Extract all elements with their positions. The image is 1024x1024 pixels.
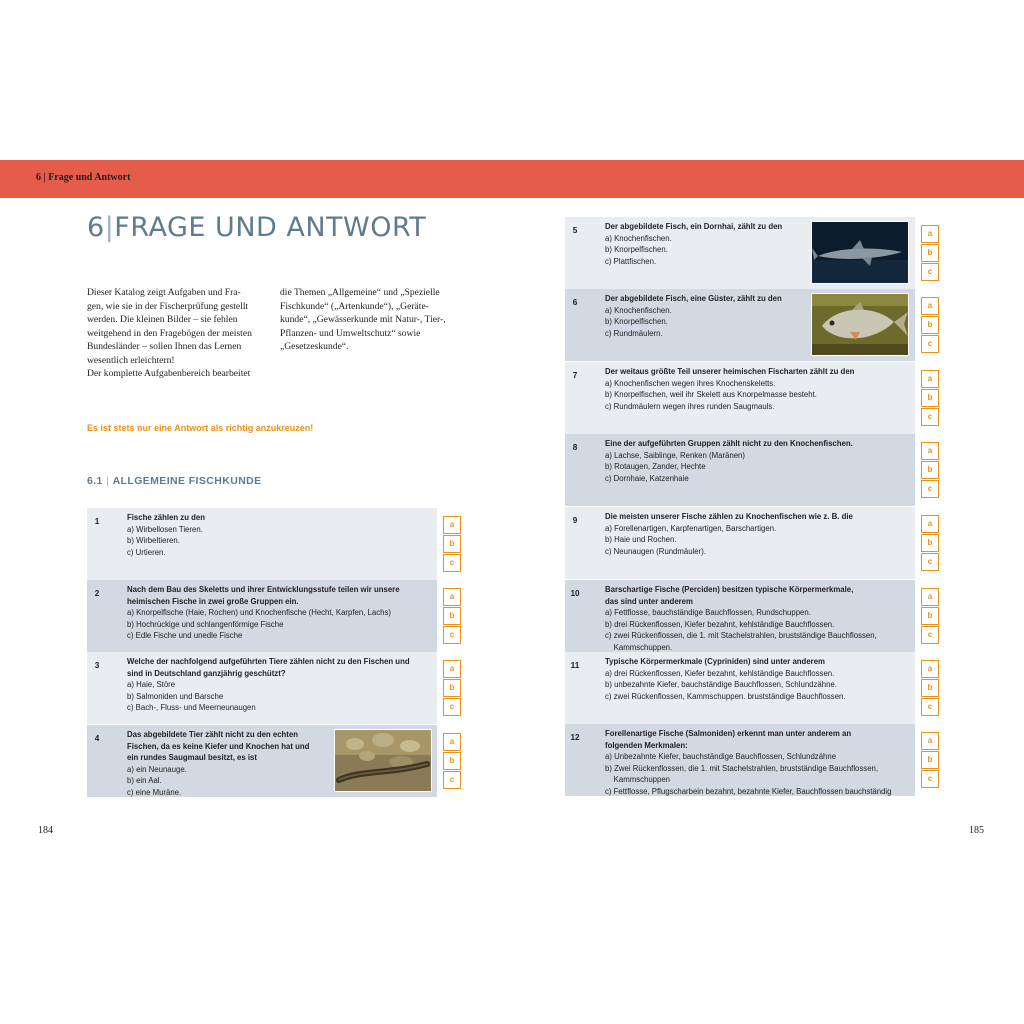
answer-option: b) ein Aal.	[127, 776, 162, 785]
chapter-header-band	[0, 160, 1024, 198]
answer-option: a) Forellenartigen, Karpfenartigen, Barschartigen.	[605, 523, 777, 533]
answer-checkbox-a[interactable]: a	[921, 370, 939, 388]
answer-option: a) Lachse, Saiblinge, Renken (Maränen)	[605, 450, 745, 460]
answer-option: c) zwei Rückenflossen, die 1. mit Stachelstrahlen, brustständige Bauchflossen,	[605, 631, 877, 640]
answer-checkbox-b[interactable]: b	[921, 461, 939, 479]
question-line: Typische Körpermerkmale (Cypriniden) sind unter anderem	[605, 657, 825, 666]
page-number-left: 184	[38, 825, 53, 836]
question-text-block	[605, 366, 925, 412]
answer-checkbox-a[interactable]: a	[443, 588, 461, 606]
answer-checkbox-c[interactable]: c	[921, 770, 939, 788]
question-line: das sind unter anderem	[605, 596, 693, 606]
answer-checkbox-c[interactable]: c	[921, 480, 939, 498]
bream-image	[812, 294, 909, 356]
question-card	[565, 434, 915, 506]
intro-line: weitgehend in den Fragebögen der meisten	[87, 327, 252, 339]
answer-checkbox-c[interactable]: c	[443, 626, 461, 644]
answer-checkbox-b[interactable]: b	[921, 389, 939, 407]
section-title-text: ALLGEMEINE FISCHKUNDE	[112, 475, 262, 487]
answer-option: c) zwei Rückenflossen, Kammschuppen. brustständige Bauchflossen.	[605, 691, 846, 701]
answer-option: c) Neunaugen (Rundmäuler).	[605, 546, 706, 556]
question-number: 2	[94, 589, 100, 598]
answer-checkbox-c[interactable]: c	[921, 408, 939, 426]
answer-option: b) Knorpelfischen, weil ihr Skelett aus Knorpelmasse besteht.	[605, 390, 817, 399]
answer-checkbox-a[interactable]: a	[921, 515, 939, 533]
answer-option: a) Unbezahnte Kiefer, bauchständige Bauchflossen, Schlundzähne	[605, 752, 837, 761]
chapter-title: 6|FRAGE UND ANTWORT	[87, 212, 427, 243]
question-number: 8	[572, 443, 578, 452]
answer-option: a) Fettflosse, bauchständige Bauchflossen, Rundschuppen.	[605, 608, 811, 617]
intro-line: Dieser Katalog zeigt Aufgaben und Fra-	[87, 287, 241, 298]
question-text-block	[127, 729, 337, 798]
intro-line: werden. Die kleinen Bilder – sie fehlen	[87, 314, 238, 325]
answer-checkbox-b[interactable]: b	[921, 534, 939, 552]
question-line: folgenden Merkmalen:	[605, 740, 688, 750]
answer-checkbox-a[interactable]: a	[921, 660, 939, 678]
answer-checkbox-c[interactable]: c	[921, 335, 939, 353]
question-number: 1	[94, 517, 100, 526]
answer-checkbox-c[interactable]: c	[921, 698, 939, 716]
answer-option: b) Knorpelfischen.	[605, 317, 668, 326]
question-card	[87, 508, 437, 580]
chapter-title-text: FRAGE UND ANTWORT	[114, 212, 427, 243]
answer-option: b) Knorpelfischen.	[605, 245, 668, 254]
answer-checkbox-c[interactable]: c	[443, 698, 461, 716]
question-text-block	[605, 511, 925, 557]
intro-line: „Gesetzeskunde“.	[280, 341, 349, 352]
question-card	[565, 217, 915, 289]
answer-option: b) Wirbeltieren.	[127, 536, 180, 545]
question-text-block	[605, 438, 925, 484]
question-line: Fische zählen zu den	[127, 513, 205, 522]
answer-option: b) Haie und Rochen.	[605, 535, 677, 544]
intro-column-1	[87, 286, 272, 381]
question-text-block	[605, 221, 815, 267]
answer-checkbox-a[interactable]: a	[443, 516, 461, 534]
answer-option: c) Bach-, Fluss- und Meerneunaugen	[127, 703, 256, 712]
answer-checkbox-b[interactable]: b	[921, 316, 939, 334]
question-text-block	[605, 584, 925, 653]
intro-line: Bundesländer – sollen Ihnen das Lernen	[87, 341, 242, 352]
question-line: sind in Deutschland ganzjährig geschützt?	[127, 668, 286, 678]
section-title: 6.1 | ALLGEMEINE FISCHKUNDE	[87, 475, 262, 487]
section-number: 6.1	[87, 475, 103, 487]
question-card	[87, 580, 437, 652]
question-number: 7	[572, 371, 578, 380]
question-text-block	[605, 656, 925, 702]
instruction-notice: Es ist stets nur eine Antwort als richtig anzukreuzen!	[87, 423, 314, 433]
answer-option: c) eine Muräne.	[127, 787, 182, 797]
answer-option: c) Rundmäulern.	[605, 328, 663, 338]
answer-option: a) Haie, Störe	[127, 680, 176, 689]
question-line: ein rundes Saugmaul besitzt, es ist	[127, 753, 257, 762]
answer-option: a) Wirbellosen Tieren.	[127, 524, 203, 534]
answer-option: b) Zwei Rückenflossen, die 1. mit Stachelstrahlen, brustständige Bauchflossen,	[605, 763, 879, 773]
answer-checkbox-a[interactable]: a	[921, 732, 939, 750]
question-number: 11	[570, 661, 580, 670]
intro-line: gen, wie sie in der Fischerprüfung gestellt	[87, 300, 249, 312]
question-number: 6	[572, 298, 578, 307]
running-head: 6 | Frage und Antwort	[36, 172, 131, 183]
answer-checkbox-a[interactable]: a	[921, 225, 939, 243]
lamprey-photo	[334, 729, 432, 792]
chapter-number: 6	[87, 212, 105, 243]
question-number: 4	[94, 734, 100, 743]
answer-checkbox-a[interactable]: a	[921, 442, 939, 460]
answer-option: a) Knochenfischen wegen ihres Knochenskeletts.	[605, 378, 776, 388]
answer-checkbox-a[interactable]: a	[921, 588, 939, 606]
intro-line: Pflanzen- und Umweltschutz“ sowie	[280, 327, 421, 339]
answer-checkbox-c[interactable]: c	[443, 554, 461, 572]
answer-option: a) Knorpelfische (Haie, Rochen) und Knochenfische (Hecht, Karpfen, Lachs)	[127, 608, 391, 617]
answer-option: c) Rundmäulern wegen ihres runden Saugmauls.	[605, 401, 775, 411]
answer-option: b) Salmoniden und Barsche	[127, 691, 224, 701]
answer-option: a) Knochenfischen.	[605, 305, 672, 315]
question-line: Der weitaus größte Teil unserer heimischen Fischarten zählt zu den	[605, 367, 855, 376]
answer-checkbox-c[interactable]: c	[921, 263, 939, 281]
answer-checkbox-a[interactable]: a	[443, 660, 461, 678]
dogfish-image	[812, 222, 909, 284]
question-line: Eine der aufgeführten Gruppen zählt nicht zu den Knochenfischen.	[605, 439, 853, 448]
answer-checkbox-b[interactable]: b	[921, 607, 939, 625]
answer-checkbox-a[interactable]: a	[443, 733, 461, 751]
intro-column-2	[280, 286, 465, 354]
answer-option: b) Hochrückige und schlangenförmige Fische	[127, 619, 284, 629]
question-line: Barschartige Fische (Perciden) besitzen typische Körpermerkmale,	[605, 585, 854, 594]
page-number-right: 185	[969, 825, 984, 836]
question-line: Die meisten unserer Fische zählen zu Knochenfischen wie z. B. die	[605, 512, 853, 521]
question-number: 12	[570, 733, 580, 742]
answer-checkbox-c[interactable]: c	[921, 626, 939, 644]
question-number: 10	[570, 589, 580, 598]
question-line: Nach dem Bau des Skeletts und ihrer Entwicklungsstufe teilen wir unsere	[127, 585, 400, 594]
intro-line: wesentlich erleichtern!	[87, 354, 175, 366]
answer-checkbox-a[interactable]: a	[921, 297, 939, 315]
answer-option: b) unbezahnte Kiefer, bauchständige Bauchflossen, Schlundzähne.	[605, 680, 837, 689]
answer-option: b) Rotaugen, Zander, Hechte	[605, 462, 706, 471]
answer-option: a) ein Neunauge.	[127, 764, 187, 774]
answer-option: c) Fettflosse, Pflugscharbein bezahnt, bezahnte Kiefer, Bauchflossen bauchständig	[605, 786, 892, 796]
answer-option: Kammschuppen.	[605, 642, 673, 652]
question-text-block	[127, 656, 447, 714]
question-number: 3	[94, 661, 100, 670]
answer-checkbox-b[interactable]: b	[921, 751, 939, 769]
question-text-block	[605, 728, 925, 797]
answer-checkbox-b[interactable]: b	[443, 752, 461, 770]
intro-line: Fischkunde“ („Artenkunde“), „Geräte-	[280, 300, 429, 312]
question-line: Das abgebildete Tier zählt nicht zu den echten	[127, 730, 298, 739]
answer-checkbox-b[interactable]: b	[921, 244, 939, 262]
answer-checkbox-b[interactable]: b	[921, 679, 939, 697]
answer-option: a) drei Rückenflossen, Kiefer bezahnt, kehlständige Bauchflossen.	[605, 668, 835, 678]
answer-checkbox-b[interactable]: b	[443, 679, 461, 697]
question-card	[565, 362, 915, 434]
answer-checkbox-c[interactable]: c	[921, 553, 939, 571]
question-card	[565, 507, 915, 579]
answer-checkbox-b[interactable]: b	[443, 607, 461, 625]
question-line: Der abgebildete Fisch, ein Dornhai, zählt zu den	[605, 222, 783, 231]
question-number: 5	[572, 226, 578, 235]
answer-option: c) Dornhaie, Katzenhaie	[605, 473, 689, 483]
answer-option: c) Urtieren.	[127, 547, 166, 557]
lamprey-image	[335, 730, 432, 792]
question-line: Welche der nachfolgend aufgeführten Tiere zählen nicht zu den Fischen und	[127, 657, 410, 666]
intro-line: kunde“, „Gewässerkunde mit Natur-, Tier-,	[280, 314, 446, 325]
question-card	[565, 289, 915, 361]
intro-line: die Themen „Allgemeine“ und „Spezielle	[280, 287, 440, 298]
question-card	[565, 580, 915, 652]
question-text-block	[605, 293, 815, 339]
question-line: Forellenartige Fische (Salmoniden) erkennt man unter anderem an	[605, 729, 852, 738]
question-line: Der abgebildete Fisch, eine Güster, zählt zu den	[605, 294, 782, 303]
answer-checkbox-c[interactable]: c	[443, 771, 461, 789]
answer-checkbox-b[interactable]: b	[443, 535, 461, 553]
question-number: 9	[572, 516, 578, 525]
dogfish-photo	[811, 221, 909, 284]
question-text-block	[127, 512, 447, 558]
answer-option: c) Plattfischen.	[605, 256, 657, 266]
question-line: heimischen Fische in zwei große Gruppen ein.	[127, 596, 299, 606]
question-card	[87, 725, 437, 797]
question-card	[565, 652, 915, 724]
answer-option: b) drei Rückenflossen, Kiefer bezahnt, kehlständige Bauchflossen.	[605, 619, 835, 629]
question-card	[87, 652, 437, 724]
intro-line: Der komplette Aufgabenbereich bearbeitet	[87, 368, 251, 379]
question-line: Fischen, da es keine Kiefer und Knochen hat und	[127, 741, 310, 751]
answer-option: c) Edle Fische und unedle Fische	[127, 631, 243, 640]
answer-option: Kammschuppen	[605, 775, 671, 784]
bream-photo	[811, 293, 909, 356]
answer-option: a) Knochenfischen.	[605, 233, 672, 243]
question-text-block	[127, 584, 447, 642]
question-card	[565, 724, 915, 796]
